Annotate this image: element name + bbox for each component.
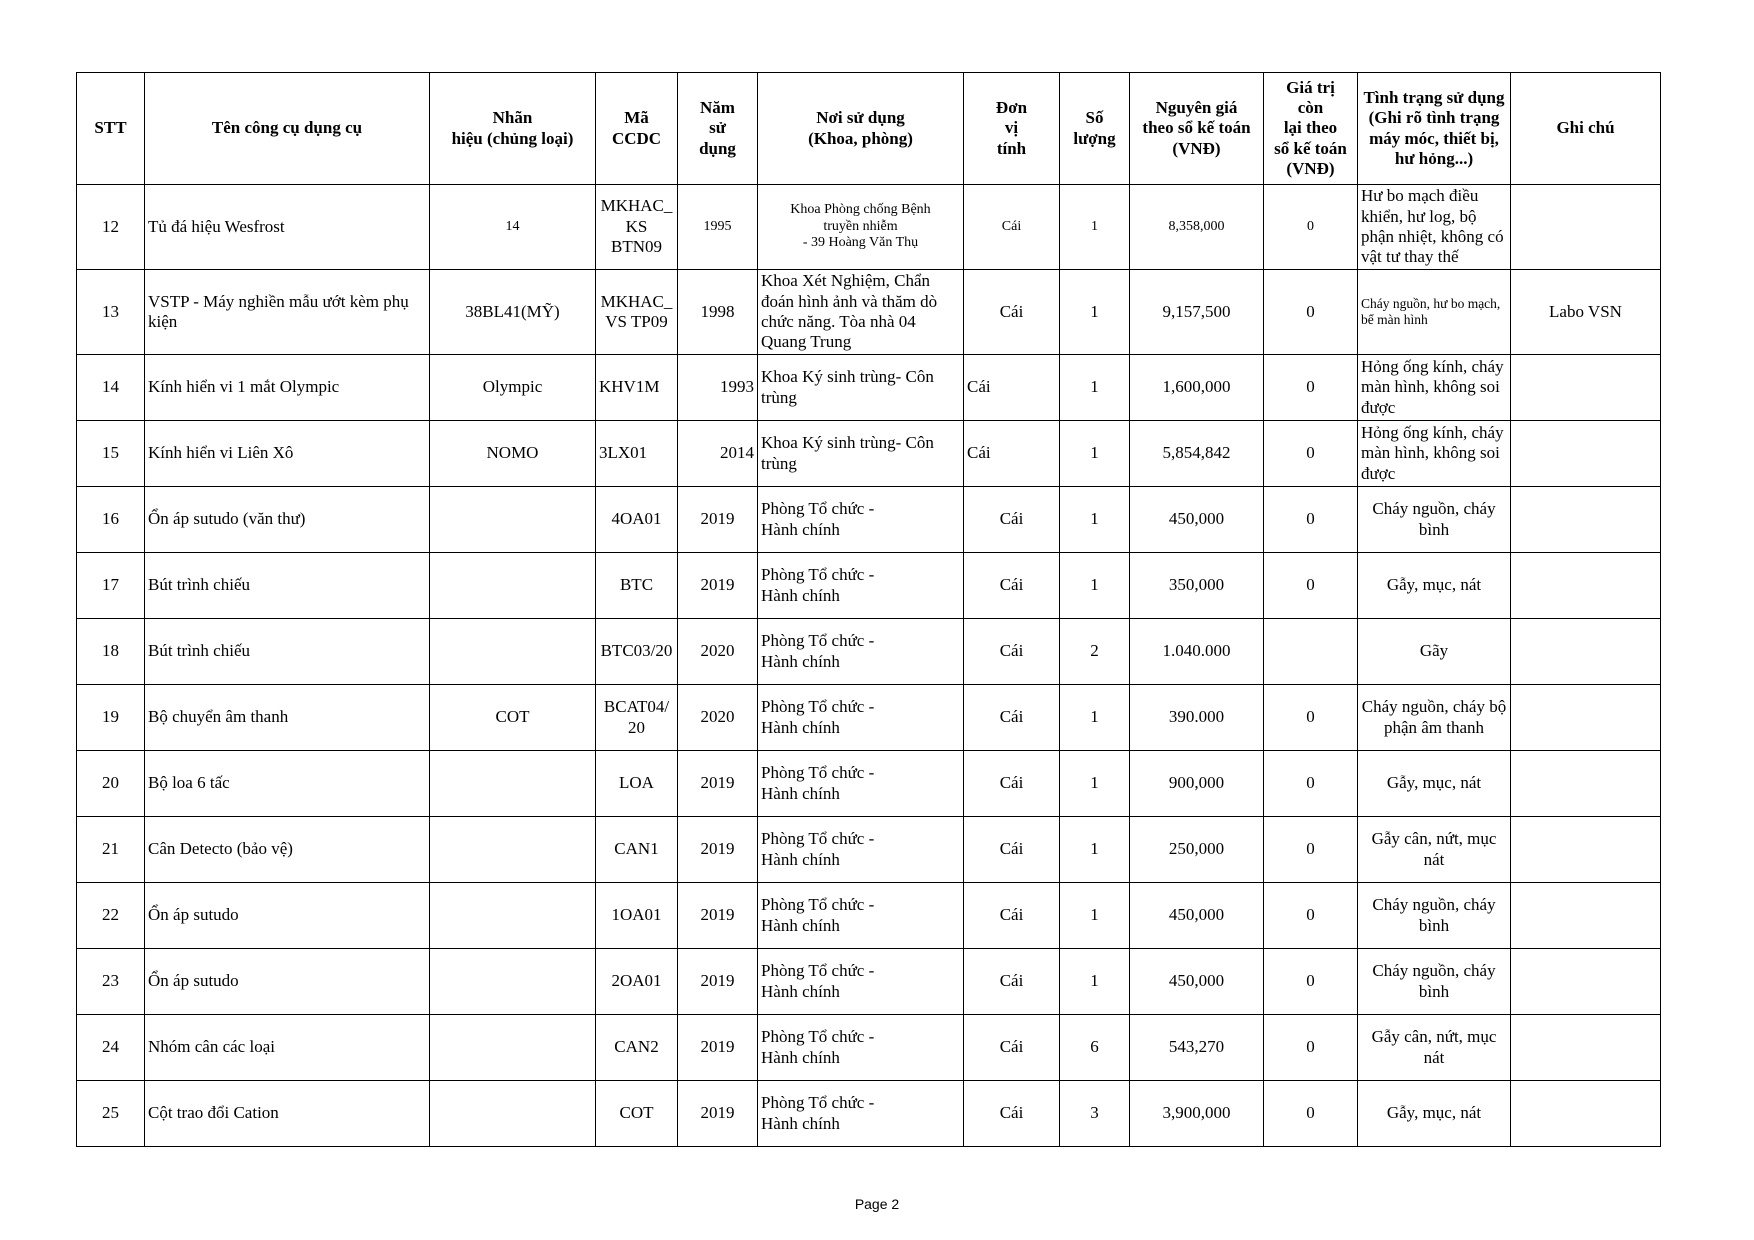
cell-cost: 8,358,000 xyxy=(1130,185,1264,270)
cell-name: Bút trình chiếu xyxy=(145,553,430,619)
cell-place: Phòng Tổ chức - Hành chính xyxy=(758,817,964,883)
cell-place: Phòng Tổ chức - Hành chính xyxy=(758,883,964,949)
cell-stt: 22 xyxy=(77,883,145,949)
cell-name: Ổn áp sutudo xyxy=(145,949,430,1015)
table-row xyxy=(77,1081,1661,1147)
cell-note xyxy=(1511,553,1661,619)
cell-note xyxy=(1511,421,1661,487)
cell-note xyxy=(1511,883,1661,949)
cell-place: Phòng Tổ chức - Hành chính xyxy=(758,949,964,1015)
cell-code: BTC03/20 xyxy=(596,619,678,685)
cell-name: Cột trao đổi Cation xyxy=(145,1081,430,1147)
cell-place: Khoa Phòng chống Bệnh truyền nhiễm - 39 Hoàng Văn Thụ xyxy=(758,185,964,270)
cell-brand: 14 xyxy=(430,185,596,270)
cell-place: Phòng Tổ chức - Hành chính xyxy=(758,1081,964,1147)
cell-name: Ổn áp sutudo (văn thư) xyxy=(145,487,430,553)
cell-qty: 1 xyxy=(1060,553,1130,619)
cell-cost: 543,270 xyxy=(1130,1015,1264,1081)
cell-code: KHV1M xyxy=(596,355,678,421)
cell-cost: 1,600,000 xyxy=(1130,355,1264,421)
cell-brand xyxy=(430,1015,596,1081)
table-row xyxy=(77,883,1661,949)
cell-cost: 450,000 xyxy=(1130,487,1264,553)
cell-qty: 1 xyxy=(1060,817,1130,883)
cell-remaining: 0 xyxy=(1264,685,1358,751)
cell-note: Labo VSN xyxy=(1511,270,1661,355)
cell-code: CAN1 xyxy=(596,817,678,883)
cell-name: Kính hiển vi 1 mắt Olympic xyxy=(145,355,430,421)
cell-place: Phòng Tổ chức - Hành chính xyxy=(758,487,964,553)
cell-status: Cháy nguồn, cháy bình xyxy=(1358,949,1511,1015)
cell-code: MKHAC_ VS TP09 xyxy=(596,270,678,355)
cell-year: 2019 xyxy=(678,487,758,553)
cell-year: 2019 xyxy=(678,1015,758,1081)
cell-status: Hư bo mạch điều khiển, hư log, bộ phận nhiệt, không có vật tư thay thế xyxy=(1358,185,1511,270)
cell-stt: 14 xyxy=(77,355,145,421)
cell-status: Cháy nguồn, hư bo mạch, bể màn hình xyxy=(1358,270,1511,355)
cell-cost: 9,157,500 xyxy=(1130,270,1264,355)
cell-cost: 900,000 xyxy=(1130,751,1264,817)
cell-qty: 3 xyxy=(1060,1081,1130,1147)
cell-unit: Cái xyxy=(964,817,1060,883)
cell-status: Cháy nguồn, cháy bình xyxy=(1358,487,1511,553)
cell-stt: 25 xyxy=(77,1081,145,1147)
cell-brand xyxy=(430,553,596,619)
cell-stt: 15 xyxy=(77,421,145,487)
cell-place: Khoa Xét Nghiệm, Chẩn đoán hình ảnh và thăm dò chức năng. Tòa nhà 04 Quang Trung xyxy=(758,270,964,355)
cell-name: Bộ loa 6 tấc xyxy=(145,751,430,817)
cell-year: 2019 xyxy=(678,1081,758,1147)
header-brand: Nhãn hiệu (chủng loại) xyxy=(430,73,596,185)
table-row xyxy=(77,949,1661,1015)
table-row xyxy=(77,355,1661,421)
cell-remaining: 0 xyxy=(1264,817,1358,883)
cell-remaining: 0 xyxy=(1264,883,1358,949)
cell-code: 4OA01 xyxy=(596,487,678,553)
cell-code: 3LX01 xyxy=(596,421,678,487)
cell-brand: 38BL41(MỸ) xyxy=(430,270,596,355)
header-name: Tên công cụ dụng cụ xyxy=(145,73,430,185)
cell-name: Cân Detecto (bảo vệ) xyxy=(145,817,430,883)
cell-note xyxy=(1511,949,1661,1015)
cell-unit: Cái xyxy=(964,1015,1060,1081)
cell-stt: 20 xyxy=(77,751,145,817)
header-year: Năm sử dụng xyxy=(678,73,758,185)
cell-brand xyxy=(430,883,596,949)
table-row xyxy=(77,553,1661,619)
cell-year: 2019 xyxy=(678,883,758,949)
cell-unit: Cái xyxy=(964,553,1060,619)
cell-note xyxy=(1511,685,1661,751)
cell-qty: 1 xyxy=(1060,949,1130,1015)
cell-status: Gẫy cân, nứt, mục nát xyxy=(1358,1015,1511,1081)
cell-place: Khoa Ký sinh trùng- Côn trùng xyxy=(758,421,964,487)
table-row xyxy=(77,751,1661,817)
cell-qty: 1 xyxy=(1060,685,1130,751)
table-row xyxy=(77,270,1661,355)
cell-unit: Cái xyxy=(964,883,1060,949)
cell-year: 2019 xyxy=(678,817,758,883)
cell-unit: Cái xyxy=(964,619,1060,685)
cell-status: Gẫy cân, nứt, mục nát xyxy=(1358,817,1511,883)
cell-stt: 24 xyxy=(77,1015,145,1081)
cell-place: Phòng Tổ chức - Hành chính xyxy=(758,751,964,817)
cell-place: Phòng Tổ chức - Hành chính xyxy=(758,685,964,751)
header-note: Ghi chú xyxy=(1511,73,1661,185)
cell-note xyxy=(1511,1015,1661,1081)
cell-qty: 1 xyxy=(1060,883,1130,949)
cell-cost: 450,000 xyxy=(1130,949,1264,1015)
cell-qty: 2 xyxy=(1060,619,1130,685)
cell-stt: 16 xyxy=(77,487,145,553)
cell-stt: 19 xyxy=(77,685,145,751)
cell-name: Bộ chuyển âm thanh xyxy=(145,685,430,751)
table-row xyxy=(77,1015,1661,1081)
cell-qty: 1 xyxy=(1060,185,1130,270)
cell-code: BCAT04/ 20 xyxy=(596,685,678,751)
cell-status: Gẫy, mục, nát xyxy=(1358,553,1511,619)
cell-remaining: 0 xyxy=(1264,751,1358,817)
cell-year: 1998 xyxy=(678,270,758,355)
cell-status: Hỏng ống kính, cháy màn hình, không soi được xyxy=(1358,421,1511,487)
header-stt: STT xyxy=(77,73,145,185)
cell-stt: 17 xyxy=(77,553,145,619)
cell-unit: Cái xyxy=(964,487,1060,553)
cell-note xyxy=(1511,185,1661,270)
cell-status: Gãy xyxy=(1358,619,1511,685)
header-remaining: Giá trị còn lại theo sổ kế toán (VNĐ) xyxy=(1264,73,1358,185)
cell-code: COT xyxy=(596,1081,678,1147)
cell-code: LOA xyxy=(596,751,678,817)
cell-code: MKHAC_ KS BTN09 xyxy=(596,185,678,270)
cell-unit: Cái xyxy=(964,751,1060,817)
cell-unit: Cái xyxy=(964,185,1060,270)
cell-year: 2014 xyxy=(678,421,758,487)
cell-note xyxy=(1511,487,1661,553)
table-row xyxy=(77,817,1661,883)
cell-stt: 21 xyxy=(77,817,145,883)
cell-year: 2019 xyxy=(678,751,758,817)
cell-name: Nhóm cân các loại xyxy=(145,1015,430,1081)
cell-status: Gẫy, mục, nát xyxy=(1358,751,1511,817)
cell-qty: 1 xyxy=(1060,355,1130,421)
cell-note xyxy=(1511,751,1661,817)
cell-unit: Cái xyxy=(964,685,1060,751)
cell-year: 2019 xyxy=(678,553,758,619)
cell-remaining: 0 xyxy=(1264,355,1358,421)
cell-brand: NOMO xyxy=(430,421,596,487)
cell-brand xyxy=(430,1081,596,1147)
cell-brand: COT xyxy=(430,685,596,751)
cell-stt: 23 xyxy=(77,949,145,1015)
header-qty: Số lượng xyxy=(1060,73,1130,185)
cell-note xyxy=(1511,1081,1661,1147)
cell-remaining: 0 xyxy=(1264,487,1358,553)
cell-unit: Cái xyxy=(964,355,1060,421)
cell-name: Tủ đá hiệu Wesfrost xyxy=(145,185,430,270)
page-number: Page 2 xyxy=(854,1196,900,1212)
cell-code: BTC xyxy=(596,553,678,619)
cell-note xyxy=(1511,355,1661,421)
cell-qty: 6 xyxy=(1060,1015,1130,1081)
cell-brand xyxy=(430,751,596,817)
cell-name: Kính hiển vi Liên Xô xyxy=(145,421,430,487)
cell-unit: Cái xyxy=(964,1081,1060,1147)
cell-cost: 1.040.000 xyxy=(1130,619,1264,685)
header-status: Tình trạng sử dụng (Ghi rõ tình trạng máy móc, thiết bị, hư hỏng...) xyxy=(1358,73,1511,185)
header-cost: Nguyên giá theo sổ kế toán (VNĐ) xyxy=(1130,73,1264,185)
cell-qty: 1 xyxy=(1060,421,1130,487)
table-row xyxy=(77,421,1661,487)
cell-remaining xyxy=(1264,619,1358,685)
cell-remaining: 0 xyxy=(1264,949,1358,1015)
asset-table xyxy=(76,72,1661,1147)
cell-qty: 1 xyxy=(1060,270,1130,355)
cell-cost: 5,854,842 xyxy=(1130,421,1264,487)
cell-name: VSTP - Máy nghiền mẫu ướt kèm phụ kiện xyxy=(145,270,430,355)
header-unit: Đơn vị tính xyxy=(964,73,1060,185)
cell-remaining: 0 xyxy=(1264,1081,1358,1147)
cell-year: 1993 xyxy=(678,355,758,421)
cell-year: 2020 xyxy=(678,685,758,751)
table-row xyxy=(77,685,1661,751)
cell-status: Cháy nguồn, cháy bình xyxy=(1358,883,1511,949)
cell-code: 2OA01 xyxy=(596,949,678,1015)
cell-status: Cháy nguồn, cháy bộ phận âm thanh xyxy=(1358,685,1511,751)
cell-note xyxy=(1511,619,1661,685)
table-row xyxy=(77,185,1661,270)
cell-year: 2020 xyxy=(678,619,758,685)
cell-qty: 1 xyxy=(1060,487,1130,553)
cell-cost: 250,000 xyxy=(1130,817,1264,883)
cell-remaining: 0 xyxy=(1264,1015,1358,1081)
cell-cost: 350,000 xyxy=(1130,553,1264,619)
cell-stt: 13 xyxy=(77,270,145,355)
cell-brand xyxy=(430,817,596,883)
cell-brand: Olympic xyxy=(430,355,596,421)
cell-place: Phòng Tổ chức - Hành chính xyxy=(758,619,964,685)
cell-name: Ổn áp sutudo xyxy=(145,883,430,949)
table-row xyxy=(77,619,1661,685)
cell-place: Phòng Tổ chức - Hành chính xyxy=(758,553,964,619)
cell-code: 1OA01 xyxy=(596,883,678,949)
cell-stt: 12 xyxy=(77,185,145,270)
cell-brand xyxy=(430,487,596,553)
header-row xyxy=(77,73,1661,185)
cell-year: 1995 xyxy=(678,185,758,270)
cell-code: CAN2 xyxy=(596,1015,678,1081)
cell-name: Bút trình chiếu xyxy=(145,619,430,685)
cell-status: Gẫy, mục, nát xyxy=(1358,1081,1511,1147)
header-code: Mã CCDC xyxy=(596,73,678,185)
cell-unit: Cái xyxy=(964,270,1060,355)
cell-unit: Cái xyxy=(964,949,1060,1015)
cell-cost: 450,000 xyxy=(1130,883,1264,949)
cell-note xyxy=(1511,817,1661,883)
cell-brand xyxy=(430,949,596,1015)
cell-qty: 1 xyxy=(1060,751,1130,817)
cell-cost: 3,900,000 xyxy=(1130,1081,1264,1147)
cell-cost: 390.000 xyxy=(1130,685,1264,751)
cell-place: Phòng Tổ chức - Hành chính xyxy=(758,1015,964,1081)
cell-remaining: 0 xyxy=(1264,185,1358,270)
cell-remaining: 0 xyxy=(1264,553,1358,619)
cell-unit: Cái xyxy=(964,421,1060,487)
header-place: Nơi sử dụng (Khoa, phòng) xyxy=(758,73,964,185)
cell-remaining: 0 xyxy=(1264,270,1358,355)
cell-stt: 18 xyxy=(77,619,145,685)
cell-status: Hỏng ống kính, cháy màn hình, không soi được xyxy=(1358,355,1511,421)
cell-place: Khoa Ký sinh trùng- Côn trùng xyxy=(758,355,964,421)
cell-year: 2019 xyxy=(678,949,758,1015)
table-row xyxy=(77,487,1661,553)
cell-brand xyxy=(430,619,596,685)
cell-remaining: 0 xyxy=(1264,421,1358,487)
